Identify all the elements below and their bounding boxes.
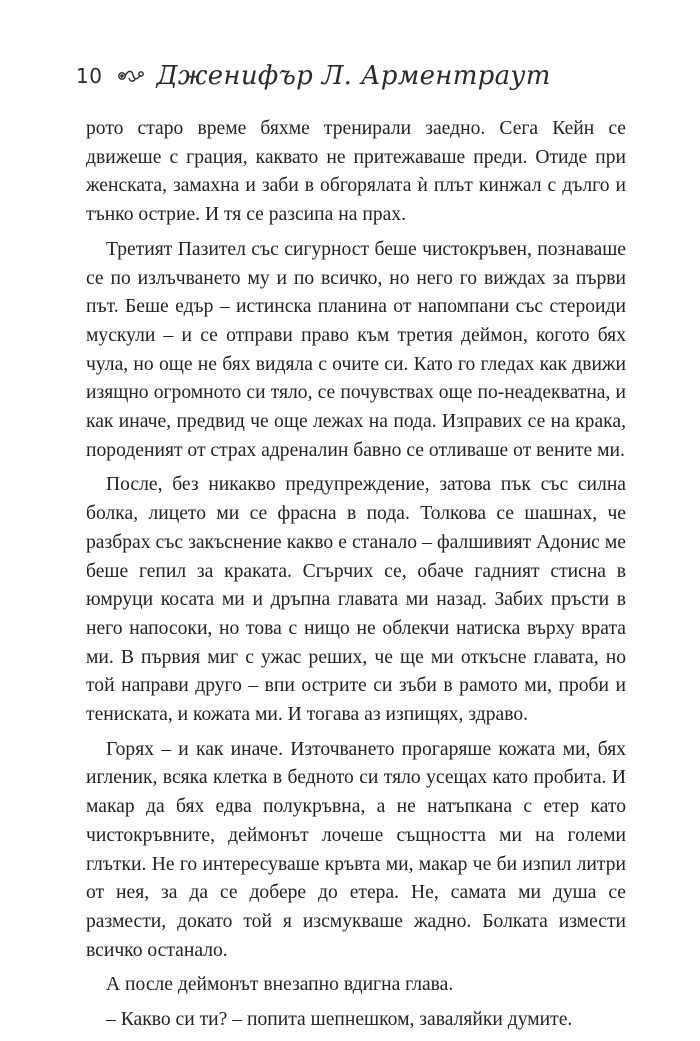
running-header [76,56,551,96]
floral-ornament-icon [116,66,146,86]
paragraph: После, без никакво предупреждение, затова пък със силна болка, лицето ми се фрасна в пода. Толкова се шашнах, че разбрах със закъснение какво е станало – фалшивият Адонис ме беше гепил за краката. Сгърчих се, обаче гадният стисна в юмруци косата ми и дръпна главата ми назад. Забих пръсти в него напосоки, но това с нищо не облекчи натиска върху врата ми. В първия миг с ужас реших, че ще ми откъсне главата, но той направи друго – впи острите си зъби в рамото ми, проби и тениската, и кожата ми. И тогава аз изпищях, здраво. [86,474,626,726]
paragraph: Третият Пазител със сигурност беше чистокръвен, познаваше се по излъчването му и по всичко, но него го виждах за първи път. Беше едър – истинска планина от напомпани със стероиди мускули – и се отправи право към третия деймон, когото бях чула, но още не бях видяла с очите си. Като го гледах как движи изящно огромното си тяло, се почувствах още по-неадекватна, и как иначе, предвид че още лежах на пода. Изправих се на крака, породеният от страх адреналин бавно се отливаше от вените ми. [86,238,626,461]
page-number: 10 [76,64,103,88]
paragraph: рото старо време бяхме тренирали заедно. Сега Кейн се движеше с грация, каквато не притежаваше преди. Отиде при женската, замахна и заби в обгорялата ѝ плът кинжал с дълго и тънко острие. И тя се разсипа на прах. [86,118,626,226]
page-body-text [86,115,626,1041]
paragraph: А после деймонът внезапно вдигна глава. [106,974,454,996]
dialogue-paragraph: – Какво си ти? – попита шепнешком, заваляйки думите. [106,1009,573,1031]
running-head-author: Дженифър Л. Арментраут [156,61,551,91]
paragraph: Горях – и как иначе. Източването прогаряше кожата ми, бях игленик, всяка клетка в бедното си тяло усещах като пробита. И макар да бях едва полукръвна, а не натъпкана с етер като чистокръвните, деймонът лочеше същността ми на големи глътки. Не го интересуваше кръвта ми, макар че би изпил литри от нея, за да се добере до етера. Не, самата ми душа се размести, докато той я изсмукваше жадно. Болката измести всичко останало. [86,738,626,961]
